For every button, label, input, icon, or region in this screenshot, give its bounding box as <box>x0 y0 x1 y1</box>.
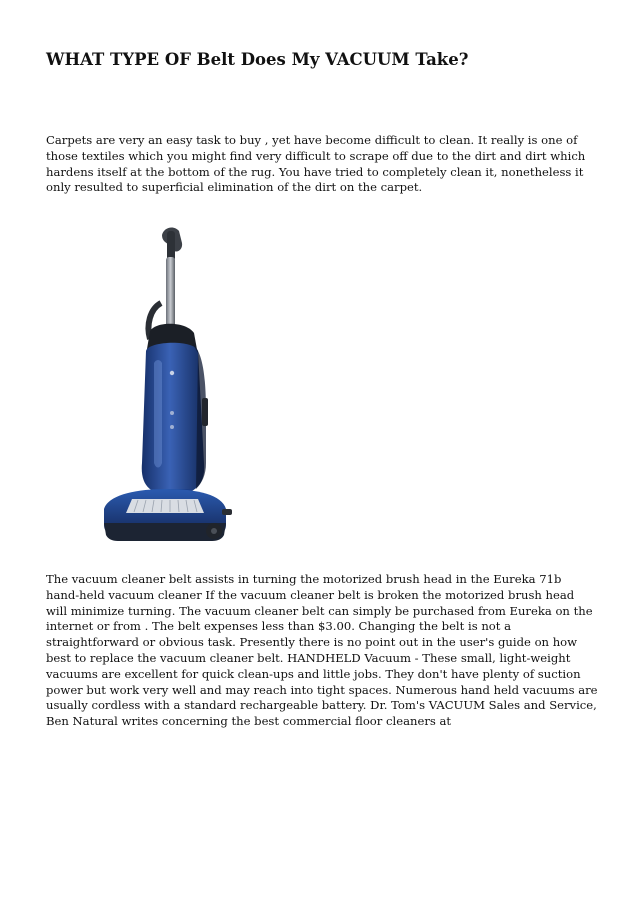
document-title: WHAT TYPE OF Belt Does My VACUUM Take? <box>46 50 469 69</box>
intro-paragraph: Carpets are very an easy task to buy , yet have become difficult to clean. It really is one of those textiles which you might find very difficult to scrape off due to the dirt and dirt which hardens itself at the bottom of the rug. You have tried to completely clean it, nonetheless it only resulted to superficial elimination of the dirt on the carpet. <box>46 133 586 195</box>
vacuum-cleaner-image <box>46 213 286 558</box>
body-paragraph: The vacuum cleaner belt assists in turning the motorized brush head in the Eureka 71b hand-held vacuum cleaner If the vacuum cleaner belt is broken the motorized brush head will minimize turning. The vacuum cleaner belt can simply be purchased from Eureka on the internet or from . The belt expenses less than $3.00. Changing the belt is not a straightforward or obvious task. Presently there is no point out in the user's guide on how best to replace the vacuum cleaner belt. HANDHELD Vacuum - These small, light-weight vacuums are excellent for quick clean-ups and little jobs. They don't have plenty of suction power but work very well and may reach into tight spaces. Numerous hand held vacuums are usually cordless with a standard rechargeable battery. Dr. Tom's VACUUM Sales and Service, Ben Natural writes concerning the best commercial floor cleaners at <box>46 572 598 729</box>
vacuum-body <box>142 343 204 495</box>
vacuum-cleaner-illustration <box>46 213 286 558</box>
